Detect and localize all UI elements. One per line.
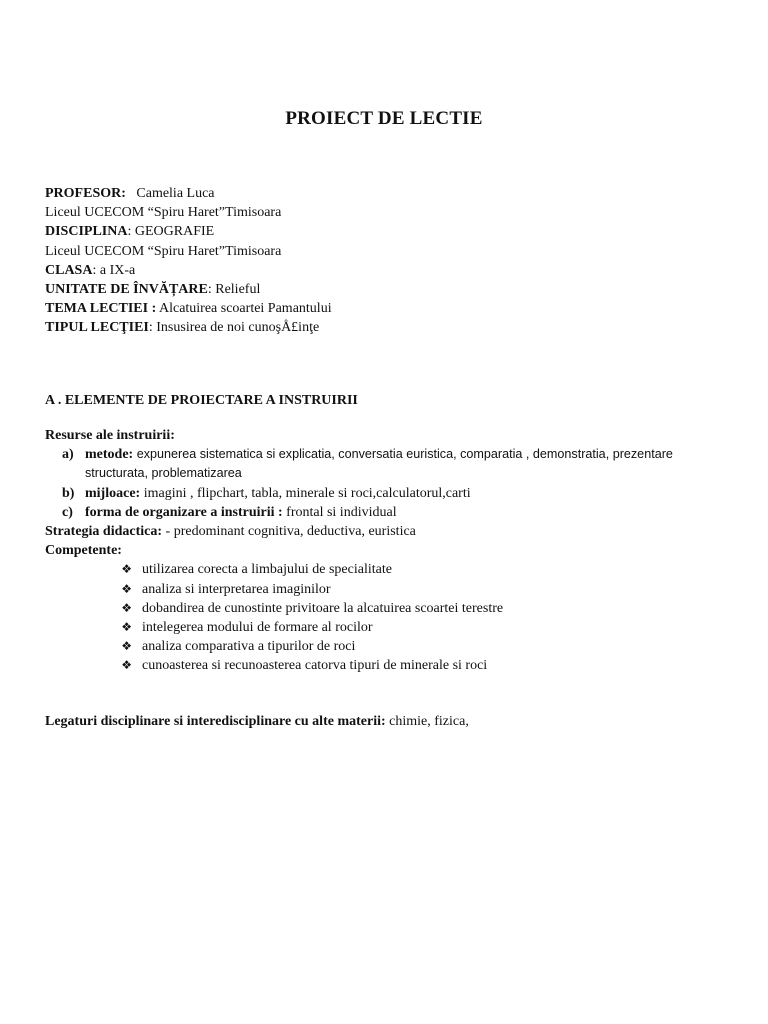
diamond-bullet-icon: ❖ [121, 620, 132, 635]
strategia-label: Strategia didactica: [45, 524, 163, 540]
diamond-bullet-icon: ❖ [121, 658, 132, 673]
clasa-value: : a IX-a [92, 262, 136, 278]
item-label: metode: [85, 447, 134, 463]
competenta-text: analiza comparativa a tipurilor de roci [142, 639, 356, 655]
section-a-heading: A . ELEMENTE DE PROIECTARE A INSTRUIRII [45, 393, 358, 408]
list-item [45, 580, 735, 599]
profesor-label: PROFESOR: [45, 186, 126, 201]
list-marker: c) [62, 504, 73, 520]
diamond-bullet-icon: ❖ [121, 639, 132, 654]
competenta-text: cunoasterea si recunoasterea catorva tipuri de minerale si roci [142, 658, 488, 674]
competenta-text: intelegerea modului de formare al rocilor [142, 620, 373, 636]
tipul-label: TIPUL LECŢIEI [45, 320, 149, 336]
competenta-text: dobandirea de cunostinte privitoare la alcatuirea scoartei terestre [142, 600, 504, 616]
competenta-text: analiza si interpretarea imaginilor [142, 581, 331, 597]
legaturi-value: chimie, fizica, [385, 714, 469, 729]
strategia-line [45, 522, 735, 541]
diamond-bullet-icon: ❖ [121, 600, 132, 615]
disciplina-value: : GEOGRAFIE [127, 224, 215, 240]
list-item [45, 656, 735, 675]
list-marker: a) [62, 447, 74, 463]
tema-value: Alcatuirea scoartei Pamantului [156, 301, 332, 317]
disciplina-line [45, 222, 332, 241]
diamond-bullet-icon: ❖ [121, 562, 132, 577]
item-value: expunerea sistematica si explicatia, conversatia euristica, comparatia , demonstratia, prezentare structurata, problematizarea [85, 447, 673, 481]
list-item [45, 445, 735, 483]
unitate-line [45, 280, 332, 299]
competente-heading [45, 541, 735, 560]
strategia-value: - predominant cognitiva, deductiva, euristica [162, 524, 416, 540]
item-value: imagini , flipchart, tabla, minerale si roci,calculatorul,carti [140, 485, 471, 501]
list-marker: b) [62, 485, 75, 501]
tema-line [45, 299, 332, 318]
legaturi-line [45, 714, 469, 730]
list-item [45, 599, 735, 618]
clasa-label: CLASA [45, 262, 93, 278]
unitate-label: UNITATE DE ÎNVĂȚARE [45, 282, 208, 298]
resurse-heading [45, 426, 735, 445]
page-title: PROIECT DE LECTIE [285, 108, 483, 129]
school-line-1: Liceul UCECOM “Spiru Haret”Timisoara [45, 205, 282, 221]
profesor-value: Camelia Luca [136, 186, 215, 201]
unitate-value: : Relieful [207, 282, 261, 298]
list-item [45, 503, 735, 522]
list-item [45, 637, 735, 656]
item-label: mijloace: [85, 485, 141, 501]
competente-list [45, 560, 735, 675]
item-value: frontal si individual [282, 504, 397, 520]
tipul-value: : Insusirea de noi cunoşÅ£inţe [148, 320, 320, 336]
diamond-bullet-icon: ❖ [121, 581, 132, 596]
disciplina-label: DISCIPLINA [45, 224, 128, 240]
legaturi-label: Legaturi disciplinare si interedisciplinare cu alte materii: [45, 714, 386, 729]
tipul-line [45, 318, 332, 337]
school-line-2: Liceul UCECOM “Spiru Haret”Timisoara [45, 243, 282, 259]
competenta-text: utilizarea corecta a limbajului de specialitate [142, 562, 392, 578]
item-label: forma de organizare a instruirii : [85, 504, 283, 520]
competente-label: Competente: [45, 543, 122, 559]
resurse-label: Resurse ale instruirii: [45, 428, 175, 443]
section-a-body [45, 426, 735, 676]
header-info [45, 184, 332, 338]
list-item [45, 484, 735, 503]
clasa-line [45, 261, 332, 280]
list-item [45, 618, 735, 637]
profesor-line [45, 184, 332, 203]
tema-label: TEMA LECTIEI : [45, 301, 157, 317]
list-item [45, 560, 735, 579]
